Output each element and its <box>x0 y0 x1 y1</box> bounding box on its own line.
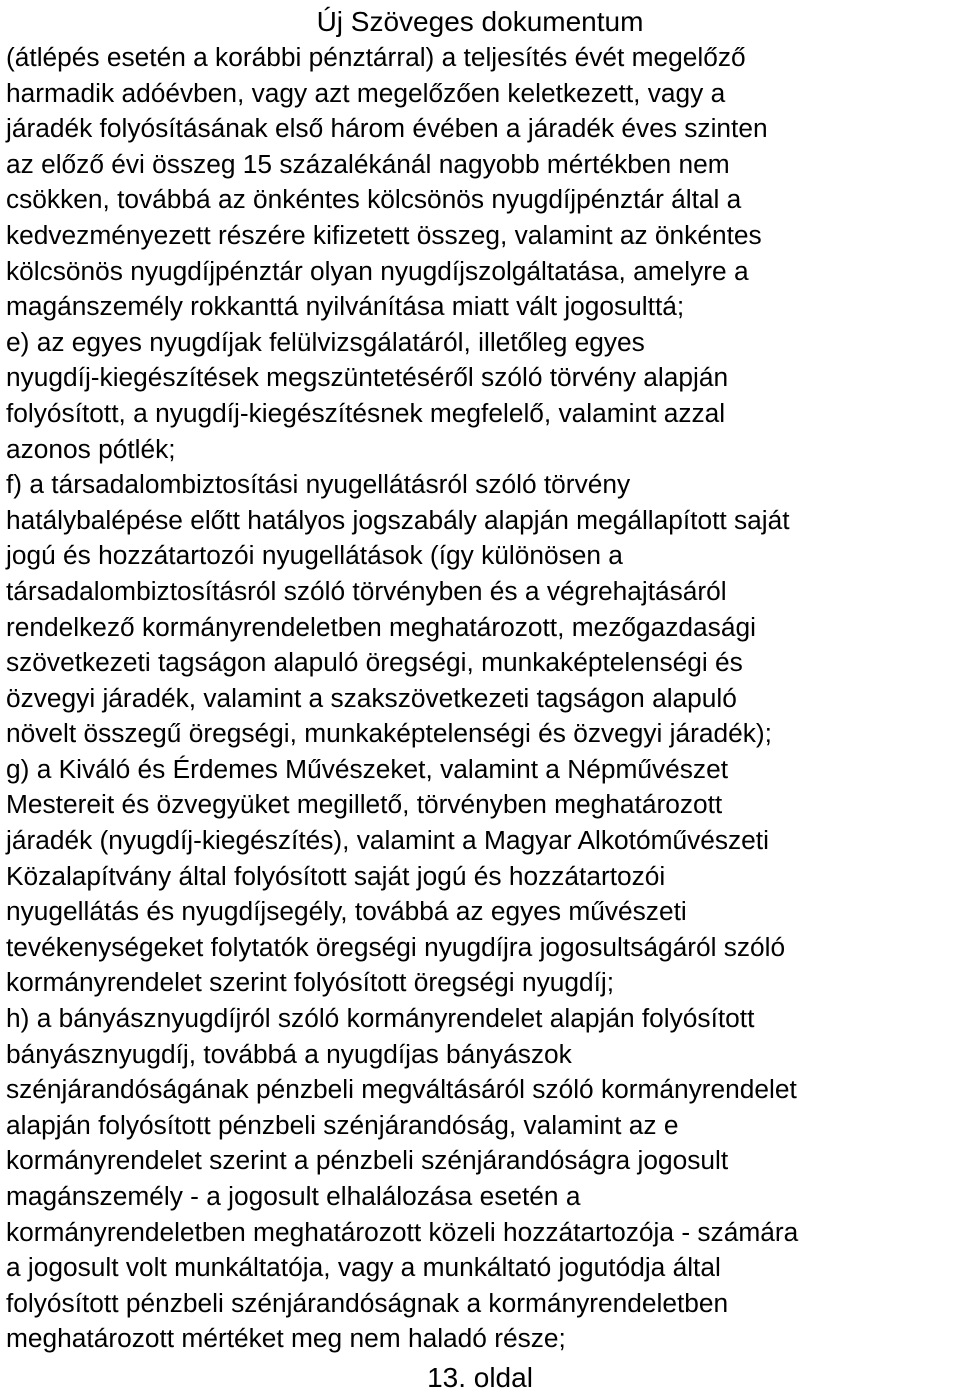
text-line: harmadik adóévben, vagy azt megelőzően keletkezett, vagy a <box>6 77 726 108</box>
text-line: f) a társadalombiztosítási nyugellátásról szóló törvény <box>6 469 631 500</box>
text-line: g) a Kiváló és Érdemes Művészeket, valamint a Népművészet <box>6 753 729 784</box>
text-line: rendelkező kormányrendeletben meghatározott, mezőgazdasági <box>6 611 756 642</box>
document-title: Új Szöveges dokumentum <box>316 6 644 37</box>
text-line: kormányrendeletben meghatározott közeli hozzátartozója - számára <box>6 1216 799 1247</box>
text-line: nyugellátás és nyugdíjsegély, továbbá az egyes művészeti <box>6 896 687 927</box>
text-line: Mestereit és özvegyüket megillető, törvényben meghatározott <box>6 789 723 820</box>
text-line: járadék folyósításának első három évében a járadék éves szinten <box>6 113 768 144</box>
text-line: alapján folyósított pénzbeli szénjárandóság, valamint az e <box>6 1109 679 1140</box>
text-line: özvegyi járadék, valamint a szakszövetkezeti tagságon alapuló <box>6 682 737 713</box>
text-line: csökken, továbbá az önkéntes kölcsönös nyugdíjpénztár által a <box>6 184 742 215</box>
text-line: magánszemély rokkanttá nyilvánítása miatt vált jogosulttá; <box>6 291 685 322</box>
text-line: magánszemély - a jogosult elhalálozása esetén a <box>6 1181 581 1211</box>
text-line: (átlépés esetén a korábbi pénztárral) a teljesítés évét megelőző <box>6 42 746 72</box>
text-line: tevékenységeket folytatók öregségi nyugdíjra jogosultságáról szóló <box>6 931 786 962</box>
document-body <box>6 40 960 1357</box>
text-line: kedvezményezett részére kifizetett összeg, valamint az önkéntes <box>6 219 762 250</box>
page-number: 13. oldal <box>427 1362 533 1393</box>
text-line: járadék (nyugdíj-kiegészítés), valamint a Magyar Alkotóművészeti <box>6 825 769 856</box>
text-line: az előző évi összeg 15 százalékánál nagyobb mértékben nem <box>6 148 730 179</box>
text-line: jogú és hozzátartozói nyugellátások (így különösen a <box>6 540 623 571</box>
text-line: kölcsönös nyugdíjpénztár olyan nyugdíjszolgáltatása, amelyre a <box>6 255 749 286</box>
text-line: e) az egyes nyugdíjak felülvizsgálatáról, illetőleg egyes <box>6 326 645 357</box>
text-line: azonos pótlék; <box>6 433 176 464</box>
text-line: h) a bányásznyugdíjról szóló kormányrendelet alapján folyósított <box>6 1003 755 1034</box>
text-line: Közalapítvány által folyósított saját jogú és hozzátartozói <box>6 860 666 891</box>
text-line: társadalombiztosításról szóló törvényben és a végrehajtásáról <box>6 575 727 606</box>
text-line: hatálybalépése előtt hatályos jogszabály alapján megállapított saját <box>6 504 790 535</box>
text-line: meghatározott mértéket meg nem haladó része; <box>6 1323 566 1354</box>
text-line: szénjárandóságának pénzbeli megváltásáról szóló kormányrendelet <box>6 1074 797 1105</box>
text-line: bányásznyugdíj, továbbá a nyugdíjas bányászok <box>6 1038 572 1069</box>
text-line: kormányrendelet szerint folyósított öregségi nyugdíj; <box>6 967 615 998</box>
text-line: szövetkezeti tagságon alapuló öregségi, munkaképtelenségi és <box>6 647 743 678</box>
text-line: a jogosult volt munkáltatója, vagy a munkáltató jogutódja által <box>6 1252 721 1283</box>
text-line: nyugdíj-kiegészítések megszüntetéséről szóló törvény alapján <box>6 362 729 393</box>
text-line: kormányrendelet szerint a pénzbeli szénjárandóságra jogosult <box>6 1145 729 1176</box>
text-line: folyósított pénzbeli szénjárandóságnak a kormányrendeletben <box>6 1287 729 1318</box>
text-line: növelt összegű öregségi, munkaképtelenségi és özvegyi járadék); <box>6 718 772 749</box>
text-line: folyósított, a nyugdíj-kiegészítésnek megfelelő, valamint azzal <box>6 397 726 428</box>
